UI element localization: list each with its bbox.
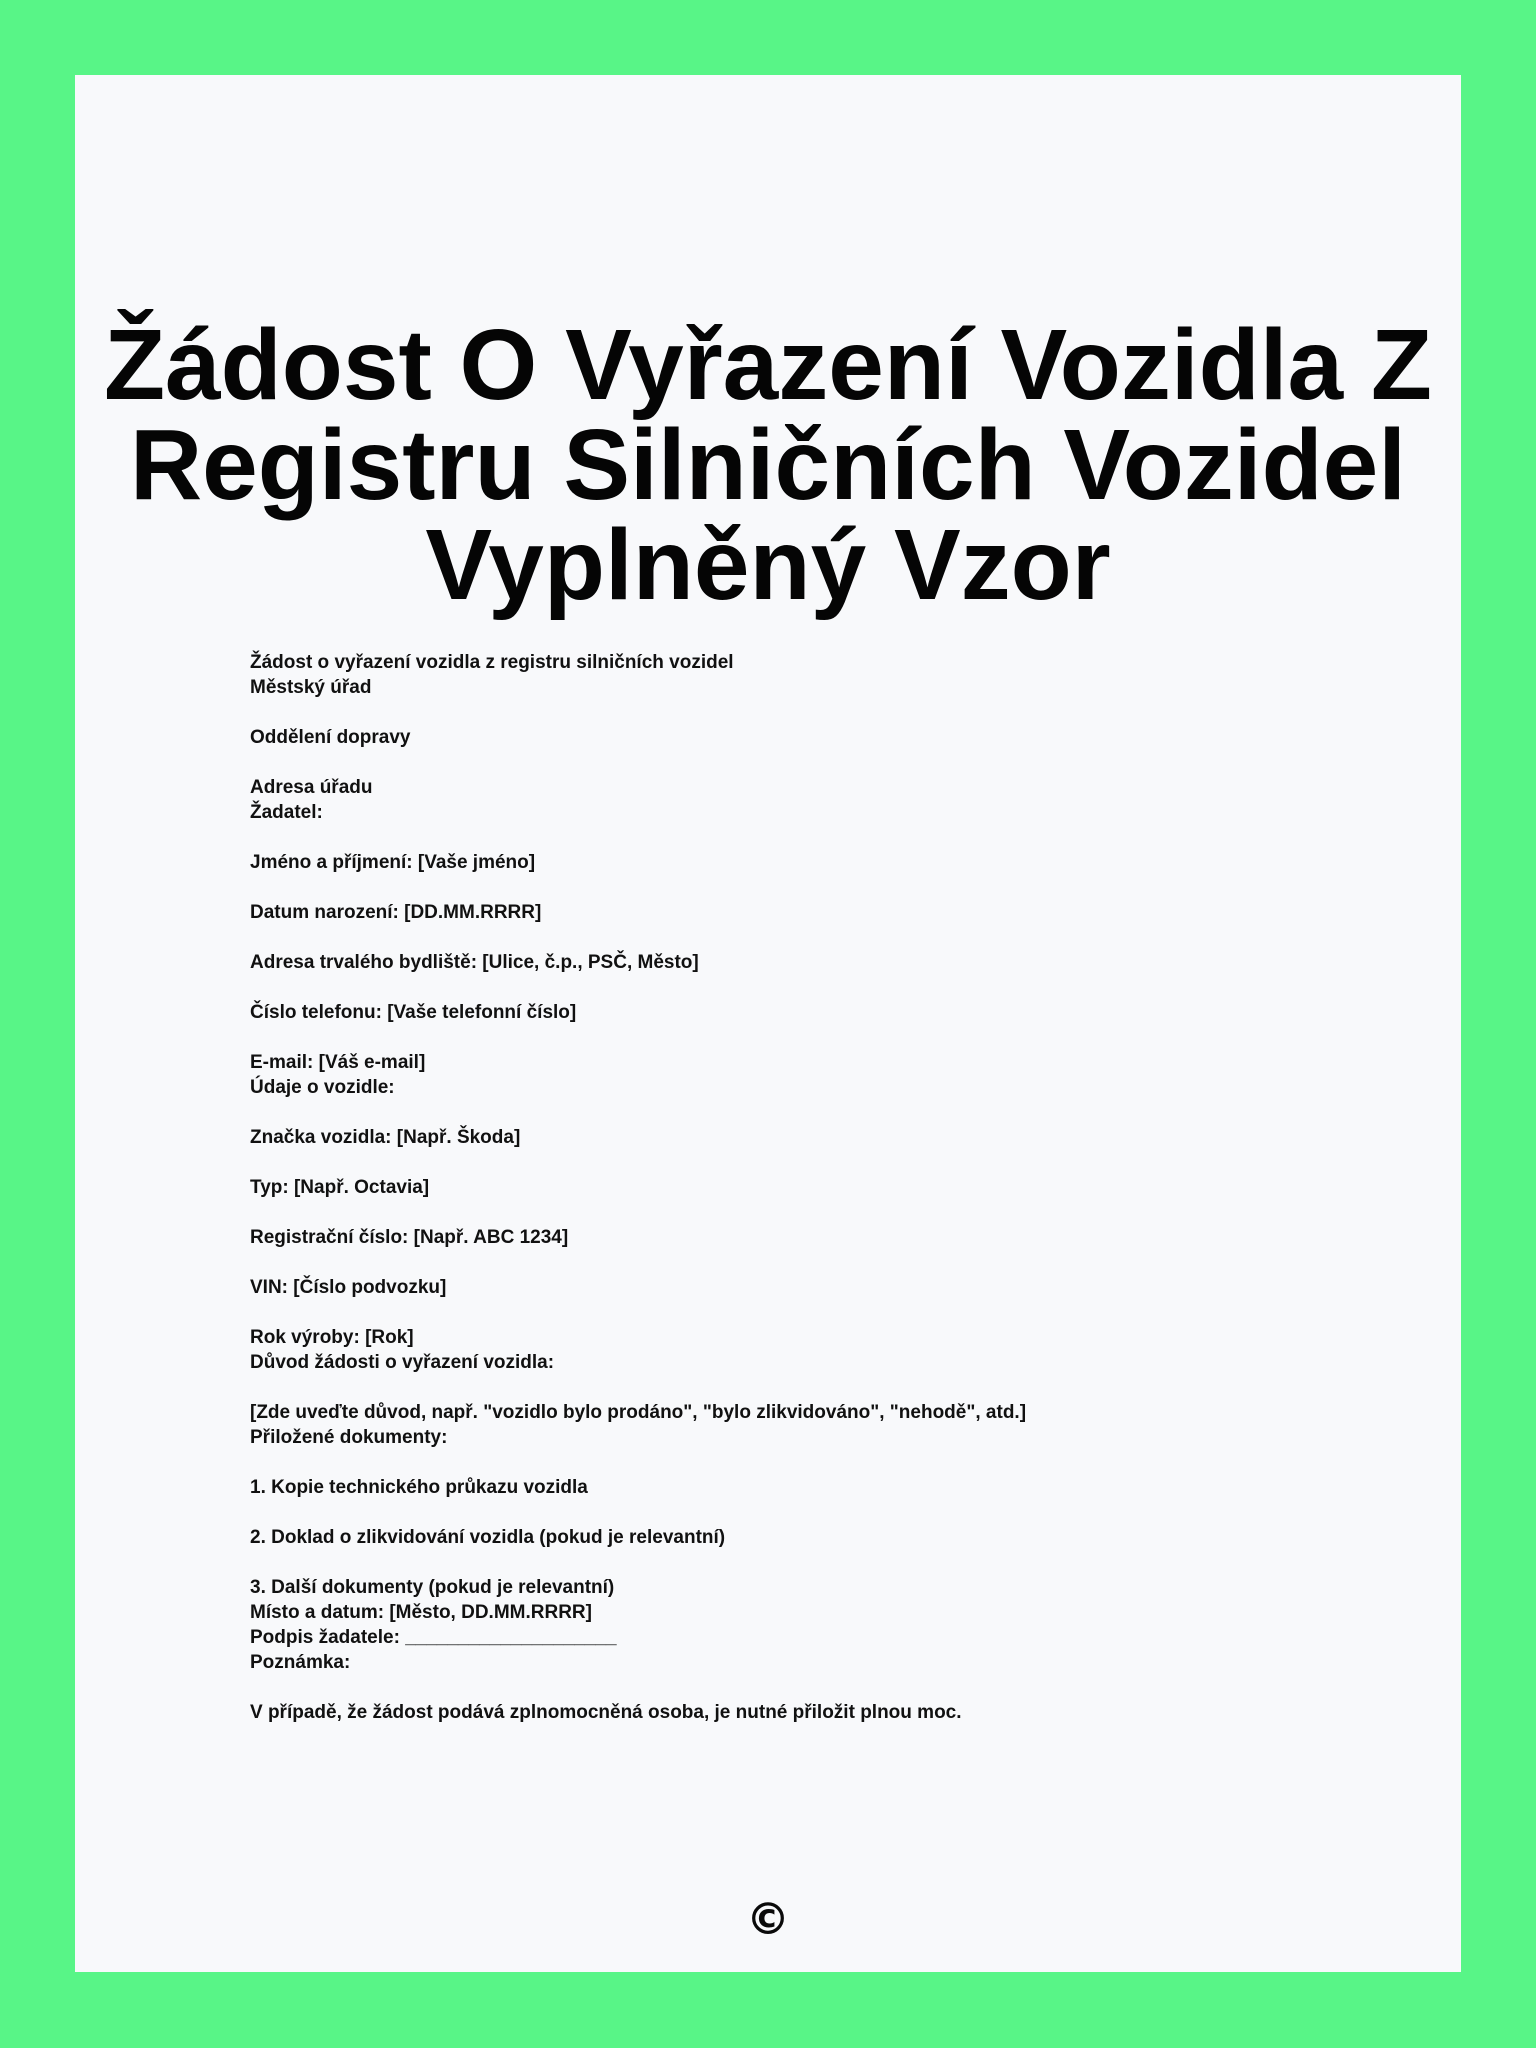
blank-line	[250, 1025, 1400, 1050]
text-line: Žadatel:	[250, 802, 323, 823]
blank-line	[250, 1200, 1400, 1225]
text-line: Typ: [Např. Octavia]	[250, 1177, 430, 1198]
text-line: Údaje o vozidle:	[250, 1077, 395, 1098]
text-line: Registrační číslo: [Např. ABC 1234]	[250, 1227, 569, 1248]
text-line: 1. Kopie technického průkazu vozidla	[250, 1477, 588, 1498]
document-page	[75, 75, 1461, 1972]
blank-line	[250, 750, 1400, 775]
text-line: Adresa úřadu	[250, 777, 373, 798]
document-title	[75, 309, 1461, 621]
blank-line	[250, 1100, 1400, 1125]
blank-line	[250, 1375, 1400, 1400]
text-line: Důvod žádosti o vyřazení vozidla:	[250, 1352, 555, 1373]
text-line: Značka vozidla: [Např. Škoda]	[250, 1127, 521, 1148]
blank-line	[250, 1450, 1400, 1475]
text-line: Místo a datum: [Město, DD.MM.RRRR]	[250, 1602, 592, 1623]
blank-line	[250, 1250, 1400, 1275]
title-line: Registru Silničních Vozidel	[129, 409, 1407, 521]
text-line: [Zde uveďte důvod, např. "vozidlo bylo prodáno", "bylo zlikvidováno", "nehodě", atd.]	[250, 1402, 1027, 1423]
text-line: VIN: [Číslo podvozku]	[250, 1277, 447, 1298]
blank-line	[250, 1550, 1400, 1575]
blank-line	[250, 875, 1400, 900]
blank-line	[250, 825, 1400, 850]
document-body	[250, 650, 1400, 1725]
text-line: Poznámka:	[250, 1652, 351, 1673]
title-line: Vyplněný Vzor	[425, 509, 1111, 621]
blank-line	[250, 1150, 1400, 1175]
blank-line	[250, 700, 1400, 725]
text-line: Městský úřad	[250, 677, 372, 698]
text-line: Jméno a příjmení: [Vaše jméno]	[250, 852, 536, 873]
text-line: Oddělení dopravy	[250, 727, 411, 748]
text-line: 2. Doklad o zlikvidování vozidla (pokud je relevantní)	[250, 1527, 726, 1548]
text-line: Přiložené dokumenty:	[250, 1427, 448, 1448]
title-line: Žádost O Vyřazení Vozidla Z	[103, 309, 1433, 421]
text-line: Žádost o vyřazení vozidla z registru silničních vozidel	[250, 652, 734, 673]
blank-line	[250, 1675, 1400, 1700]
text-line: E-mail: [Váš e-mail]	[250, 1052, 426, 1073]
text-line: Datum narození: [DD.MM.RRRR]	[250, 902, 542, 923]
blank-line	[250, 975, 1400, 1000]
text-line: Rok výroby: [Rok]	[250, 1327, 414, 1348]
text-line: Adresa trvalého bydliště: [Ulice, č.p., PSČ, Město]	[250, 952, 699, 973]
text-line: Číslo telefonu: [Vaše telefonní číslo]	[250, 1002, 577, 1023]
blank-line	[250, 1500, 1400, 1525]
blank-line	[250, 1300, 1400, 1325]
text-line: 3. Další dokumenty (pokud je relevantní)	[250, 1577, 615, 1598]
blank-line	[250, 925, 1400, 950]
text-line: V případě, že žádost podává zplnomocněná osoba, je nutné přiložit plnou moc.	[250, 1702, 962, 1723]
copyright-icon: ©	[746, 1894, 790, 1945]
text-line: Podpis žadatele: ____________________	[250, 1627, 617, 1648]
